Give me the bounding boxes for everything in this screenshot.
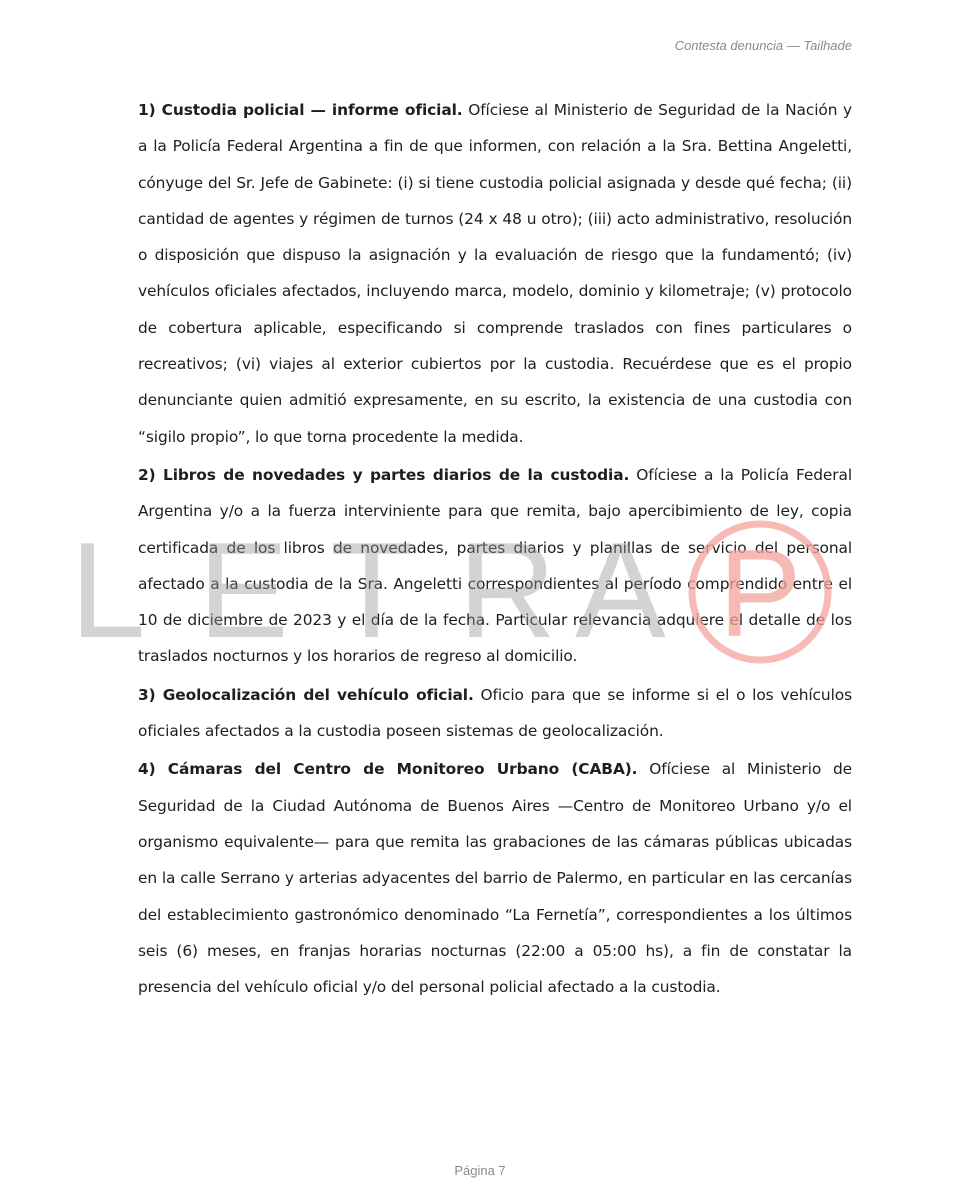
running-header: Contesta denuncia — Tailhade [674, 38, 852, 53]
document-body [138, 92, 852, 1007]
watermark-letter-l: L [70, 514, 146, 666]
paragraph-3-heading: 3) Geolocalización del vehículo oficial. [138, 685, 474, 704]
watermark-logo-letter: P [718, 525, 802, 663]
paragraph-3 [138, 677, 852, 750]
paragraph-1 [138, 92, 852, 455]
paragraph-1-text: Ofíciese al Ministerio de Seguridad de la Nación y a la Policía Federal Argentina a fin de que informen, con relación a la Sra. Bettina Angeletti, cónyuge del Sr. Jefe de Gabinete: (i) si tiene custodia policial asignada y desde qué fecha; (ii) cantidad de agentes y régimen de turnos (24 x 48 u otro); (iii) acto administrativo, resolución o disposición que dispuso la asignación y la evaluación de riesgo que la fundamentó; (iv) vehículos oficiales afectados, incluyendo marca, modelo, dominio y kilometraje; (v) protocolo de cobertura aplicable, especificando si comprende traslados con fines particulares o recreativos; (vi) viajes al exterior cubiertos por la custodia. Recuérdese que es el propio denunciante quien admitió expresamente, en su escrito, la existencia de una custodia con “sigilo propio”, lo que torna procedente la medida. [138, 101, 852, 446]
page-number: Página 7 [454, 1163, 506, 1178]
paragraph-4 [138, 751, 852, 1005]
paragraph-3-text: Oficio para que se informe si el o los vehículos oficiales afectados a la custodia poseen sistemas de geolocalización. [138, 685, 852, 741]
paragraph-2-text: Ofíciese a la Policía Federal Argentina y/o a la fuerza interviniente para que remita, bajo apercibimiento de ley, copia certificada de los libros de novedades, partes diarios y planillas de servicio del personal afectado a la custodia de la Sra. Angeletti correspondientes al período comprendido entre el 10 de diciembre de 2023 y el día de la fecha. Particular relevancia adquiere el detalle de los traslados nocturnos y los horarios de regreso al domicilio. [138, 465, 853, 666]
watermark-letter-a: A [575, 514, 666, 666]
watermark-letter-t: T [330, 514, 414, 666]
paragraph-2-heading: 2) Libros de novedades y partes diarios de la custodia. [138, 465, 630, 484]
watermark-letter-r: R [458, 514, 557, 666]
watermark-letter-e: E [198, 514, 289, 666]
paragraph-2 [138, 457, 852, 675]
paragraph-1-heading: 1) Custodia policial — informe oficial. [138, 101, 463, 119]
paragraph-4-text: Ofíciese al Ministerio de Seguridad de la Ciudad Autónoma de Buenos Aires —Centro de Monitoreo Urbano y/o el organismo equivalente— para que remita las grabaciones de las cámaras públicas ubicadas en la calle Serrano y arterias adyacentes del barrio de Palermo, en particular en las cercanías del establecimiento gastronómico denominado “La Fernetía”, correspondientes a los últimos seis (6) meses, en franjas horarias nocturnas (22:00 a 05:00 hs), a fin de constatar la presencia del vehículo oficial y/o del personal policial afectado a la custodia. [138, 760, 852, 997]
paragraph-4-heading: 4) Cámaras del Centro de Monitoreo Urbano (CABA). [138, 760, 638, 779]
